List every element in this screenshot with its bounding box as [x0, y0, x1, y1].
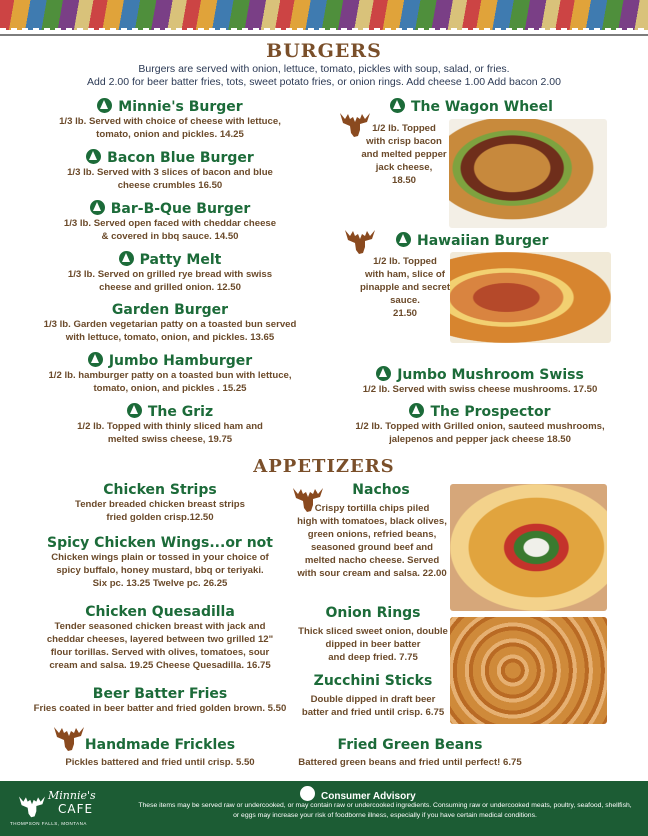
- item-desc: batter and fried until crisp. 6.75: [301, 707, 445, 718]
- pine-tree-icon: [300, 786, 315, 801]
- menu-item-zucchini-sticks: [298, 673, 448, 719]
- item-desc: 1/3 lb. Served open faced with cheddar cheese: [63, 218, 277, 229]
- item-name: Onion Rings: [325, 605, 421, 621]
- logo-cafe: CAFE: [58, 802, 94, 816]
- item-desc: Crispy tortilla chips piled: [314, 503, 430, 514]
- menu-item-bacon-blue-burger: [40, 149, 300, 192]
- menu-item-bbq-burger: [40, 200, 300, 243]
- menu-item-fried-green-beans: [295, 737, 525, 769]
- item-desc: cheddar cheeses, layered between two grilled 12": [46, 634, 274, 645]
- moose-icon: [343, 226, 377, 256]
- item-desc: Thick sliced sweet onion, double: [298, 626, 448, 637]
- pine-tree-icon: [396, 232, 411, 247]
- item-name: The Wagon Wheel: [411, 99, 553, 115]
- moose-icon: [16, 793, 48, 819]
- advisory-title-text: Consumer Advisory: [321, 791, 416, 802]
- appetizers-title: APPETIZERS: [253, 456, 395, 477]
- item-name: Handmade Frickles: [84, 737, 236, 753]
- menu-item-jumbo-hamburger: [40, 352, 300, 395]
- item-name: Patty Melt: [139, 252, 222, 268]
- item-desc: green onions, refried beans,: [307, 529, 437, 540]
- cafe-logo: [10, 787, 120, 831]
- item-desc: Six pc. 13.25 Twelve pc. 26.25: [92, 578, 228, 589]
- item-desc: with crisp bacon: [366, 136, 442, 147]
- item-desc: 1/3 lb. Served on grilled rye bread with swiss: [67, 269, 273, 280]
- item-desc: high with tomatoes, black olives,: [297, 516, 447, 527]
- item-desc: with sour cream and salsa. 22.00: [297, 568, 447, 579]
- item-name: Minnie's Burger: [118, 99, 243, 115]
- item-desc: 1/2 lb. Topped with thinly sliced ham and: [77, 421, 263, 432]
- item-name: Jumbo Hamburger: [108, 353, 253, 369]
- menu-item-patty-melt: [40, 251, 300, 294]
- item-name: Fried Green Beans: [337, 737, 483, 753]
- advisory-text: These items may be served raw or undercooked, or may contain raw or undercooked ingredients. Consuming raw or undercooked meats, poultry, seafood, shellfish, or eggs may increase your risk of foodborne illness, especially if you have certain medical conditions.: [138, 802, 632, 819]
- item-desc: sauce.: [390, 295, 420, 306]
- item-desc: & covered in bbq sauce. 14.50: [101, 231, 239, 242]
- footer: [0, 781, 648, 836]
- pine-tree-icon: [409, 403, 424, 418]
- item-desc: melted nacho cheese. Served: [304, 555, 440, 566]
- item-desc: Fries coated in beer batter and fried golden brown. 5.50: [33, 703, 287, 714]
- menu-item-onion-rings: [298, 605, 448, 664]
- advisory-title: [300, 786, 416, 802]
- item-desc: with ham, slice of: [365, 269, 445, 280]
- menu-item-handmade-frickles: [30, 737, 290, 769]
- item-desc: 1/2 lb. Topped: [372, 123, 436, 134]
- pine-tree-icon: [127, 403, 142, 418]
- item-desc: 1/3 lb. Garden vegetarian patty on a toasted bun served: [43, 319, 297, 330]
- nachos-photo: [450, 484, 607, 611]
- menu-item-spicy-wings: [30, 535, 290, 590]
- menu-item-the-griz: [40, 403, 300, 446]
- pine-tree-icon: [119, 251, 134, 266]
- logo-name: Minnie's: [48, 789, 96, 802]
- item-desc: cheese crumbles 16.50: [117, 180, 223, 191]
- item-name: Nachos: [352, 482, 410, 498]
- item-name: Jumbo Mushroom Swiss: [397, 367, 584, 383]
- item-name: Zucchini Sticks: [313, 673, 433, 689]
- menu-item-the-prospector: [345, 403, 615, 446]
- item-desc: fried golden crisp.12.50: [106, 512, 214, 523]
- item-desc: pinapple and secret: [359, 282, 451, 293]
- item-desc: 1/2 lb. hamburger patty on a toasted bun with lettuce,: [48, 370, 292, 381]
- item-desc: Tender breaded chicken breast strips: [75, 499, 245, 510]
- item-desc: 21.50: [392, 308, 417, 319]
- burgers-intro-2: Add 2.00 for beer batter fries, tots, sweet potato fries, or onion rings. Add cheese 1.00 Add bacon 2.00: [87, 76, 561, 88]
- item-name: Spicy Chicken Wings...or not: [46, 535, 273, 551]
- pine-tree-icon: [97, 98, 112, 113]
- item-desc: tomato, onion and pickles. 14.25: [96, 129, 244, 140]
- menu-item-chicken-quesadilla: [20, 604, 300, 672]
- onion-rings-photo: [450, 617, 607, 724]
- menu-item-jumbo-mushroom-swiss: [350, 366, 610, 396]
- pine-tree-icon: [376, 366, 391, 381]
- item-desc: dipped in beer batter: [325, 639, 421, 650]
- menu-item-hawaiian-title: [396, 232, 566, 249]
- item-desc: Double dipped in draft beer: [310, 694, 436, 705]
- item-desc: seasoned ground beef and: [310, 542, 434, 553]
- menu-item-hawaiian-desc: [356, 255, 454, 320]
- item-desc: melted swiss cheese, 19.75: [107, 434, 233, 445]
- decorative-banner: [0, 0, 648, 30]
- menu-item-beer-batter-fries: [20, 686, 300, 715]
- item-name: Hawaiian Burger: [417, 233, 549, 249]
- item-desc: 1/3 lb. Served with choice of cheese with lettuce,: [59, 116, 281, 127]
- item-desc: 1/2 lb. Served with swiss cheese mushrooms. 17.50: [362, 384, 598, 395]
- item-name: Chicken Strips: [103, 482, 217, 498]
- menu-item-nachos: [296, 482, 448, 580]
- item-desc: 1/2 lb. Topped with Grilled onion, sauteed mushrooms,: [355, 421, 605, 432]
- item-desc: spicy buffalo, honey mustard, bbq or teriyaki.: [56, 565, 264, 576]
- item-name: The Griz: [147, 404, 214, 420]
- item-desc: and melted pepper: [361, 149, 447, 160]
- pine-tree-icon: [390, 98, 405, 113]
- item-desc: Battered green beans and fried until perfect! 6.75: [298, 757, 522, 768]
- pine-tree-icon: [86, 149, 101, 164]
- item-desc: 1/2 lb. Topped: [373, 256, 437, 267]
- menu-item-chicken-strips: [30, 482, 290, 524]
- pine-tree-icon: [90, 200, 105, 215]
- item-desc: jack cheese,: [375, 162, 433, 173]
- item-desc: with lettuce, tomato, onion, and pickles. 13.65: [65, 332, 275, 343]
- burgers-intro-1: Burgers are served with onion, lettuce, tomato, pickles with soup, salad, or fries.: [138, 63, 510, 75]
- logo-location: THOMPSON FALLS, MONTANA: [10, 821, 87, 826]
- item-desc: Tender seasoned chicken breast with jack and: [54, 621, 266, 632]
- item-desc: cream and salsa. 19.25 Cheese Quesadilla. 16.75: [49, 660, 271, 671]
- item-name: Beer Batter Fries: [92, 686, 228, 702]
- item-name: Bar-B-Que Burger: [110, 201, 251, 217]
- item-desc: Chicken wings plain or tossed in your choice of: [51, 552, 269, 563]
- item-desc: tomato, onion, and pickles . 15.25: [93, 383, 247, 394]
- hawaiian-burger-photo: [450, 252, 611, 343]
- item-desc: 18.50: [391, 175, 416, 186]
- item-desc: flour torillas. Served with olives, tomatoes, sour: [50, 647, 270, 658]
- burgers-title: BURGERS: [266, 40, 382, 62]
- menu-item-garden-burger: [40, 302, 300, 344]
- menu-item-wagon-wheel-title: [390, 98, 560, 115]
- wagon-wheel-photo: [449, 119, 607, 228]
- banner-rule: [0, 34, 648, 36]
- item-desc: 1/3 lb. Served with 3 slices of bacon and blue: [67, 167, 273, 178]
- menu-item-minnies-burger: [40, 98, 300, 141]
- item-name: Garden Burger: [111, 302, 229, 318]
- item-desc: jalepenos and pepper jack cheese 18.50: [389, 434, 571, 445]
- pine-tree-icon: [88, 352, 103, 367]
- item-name: The Prospector: [430, 404, 551, 420]
- item-desc: and deep fried. 7.75: [328, 652, 418, 663]
- item-desc: Pickles battered and fried until crisp. 5.50: [65, 757, 255, 768]
- menu-item-wagon-wheel-desc: [358, 122, 450, 187]
- item-name: Chicken Quesadilla: [85, 604, 235, 620]
- item-desc: cheese and grilled onion. 12.50: [99, 282, 241, 293]
- item-name: Bacon Blue Burger: [107, 150, 254, 166]
